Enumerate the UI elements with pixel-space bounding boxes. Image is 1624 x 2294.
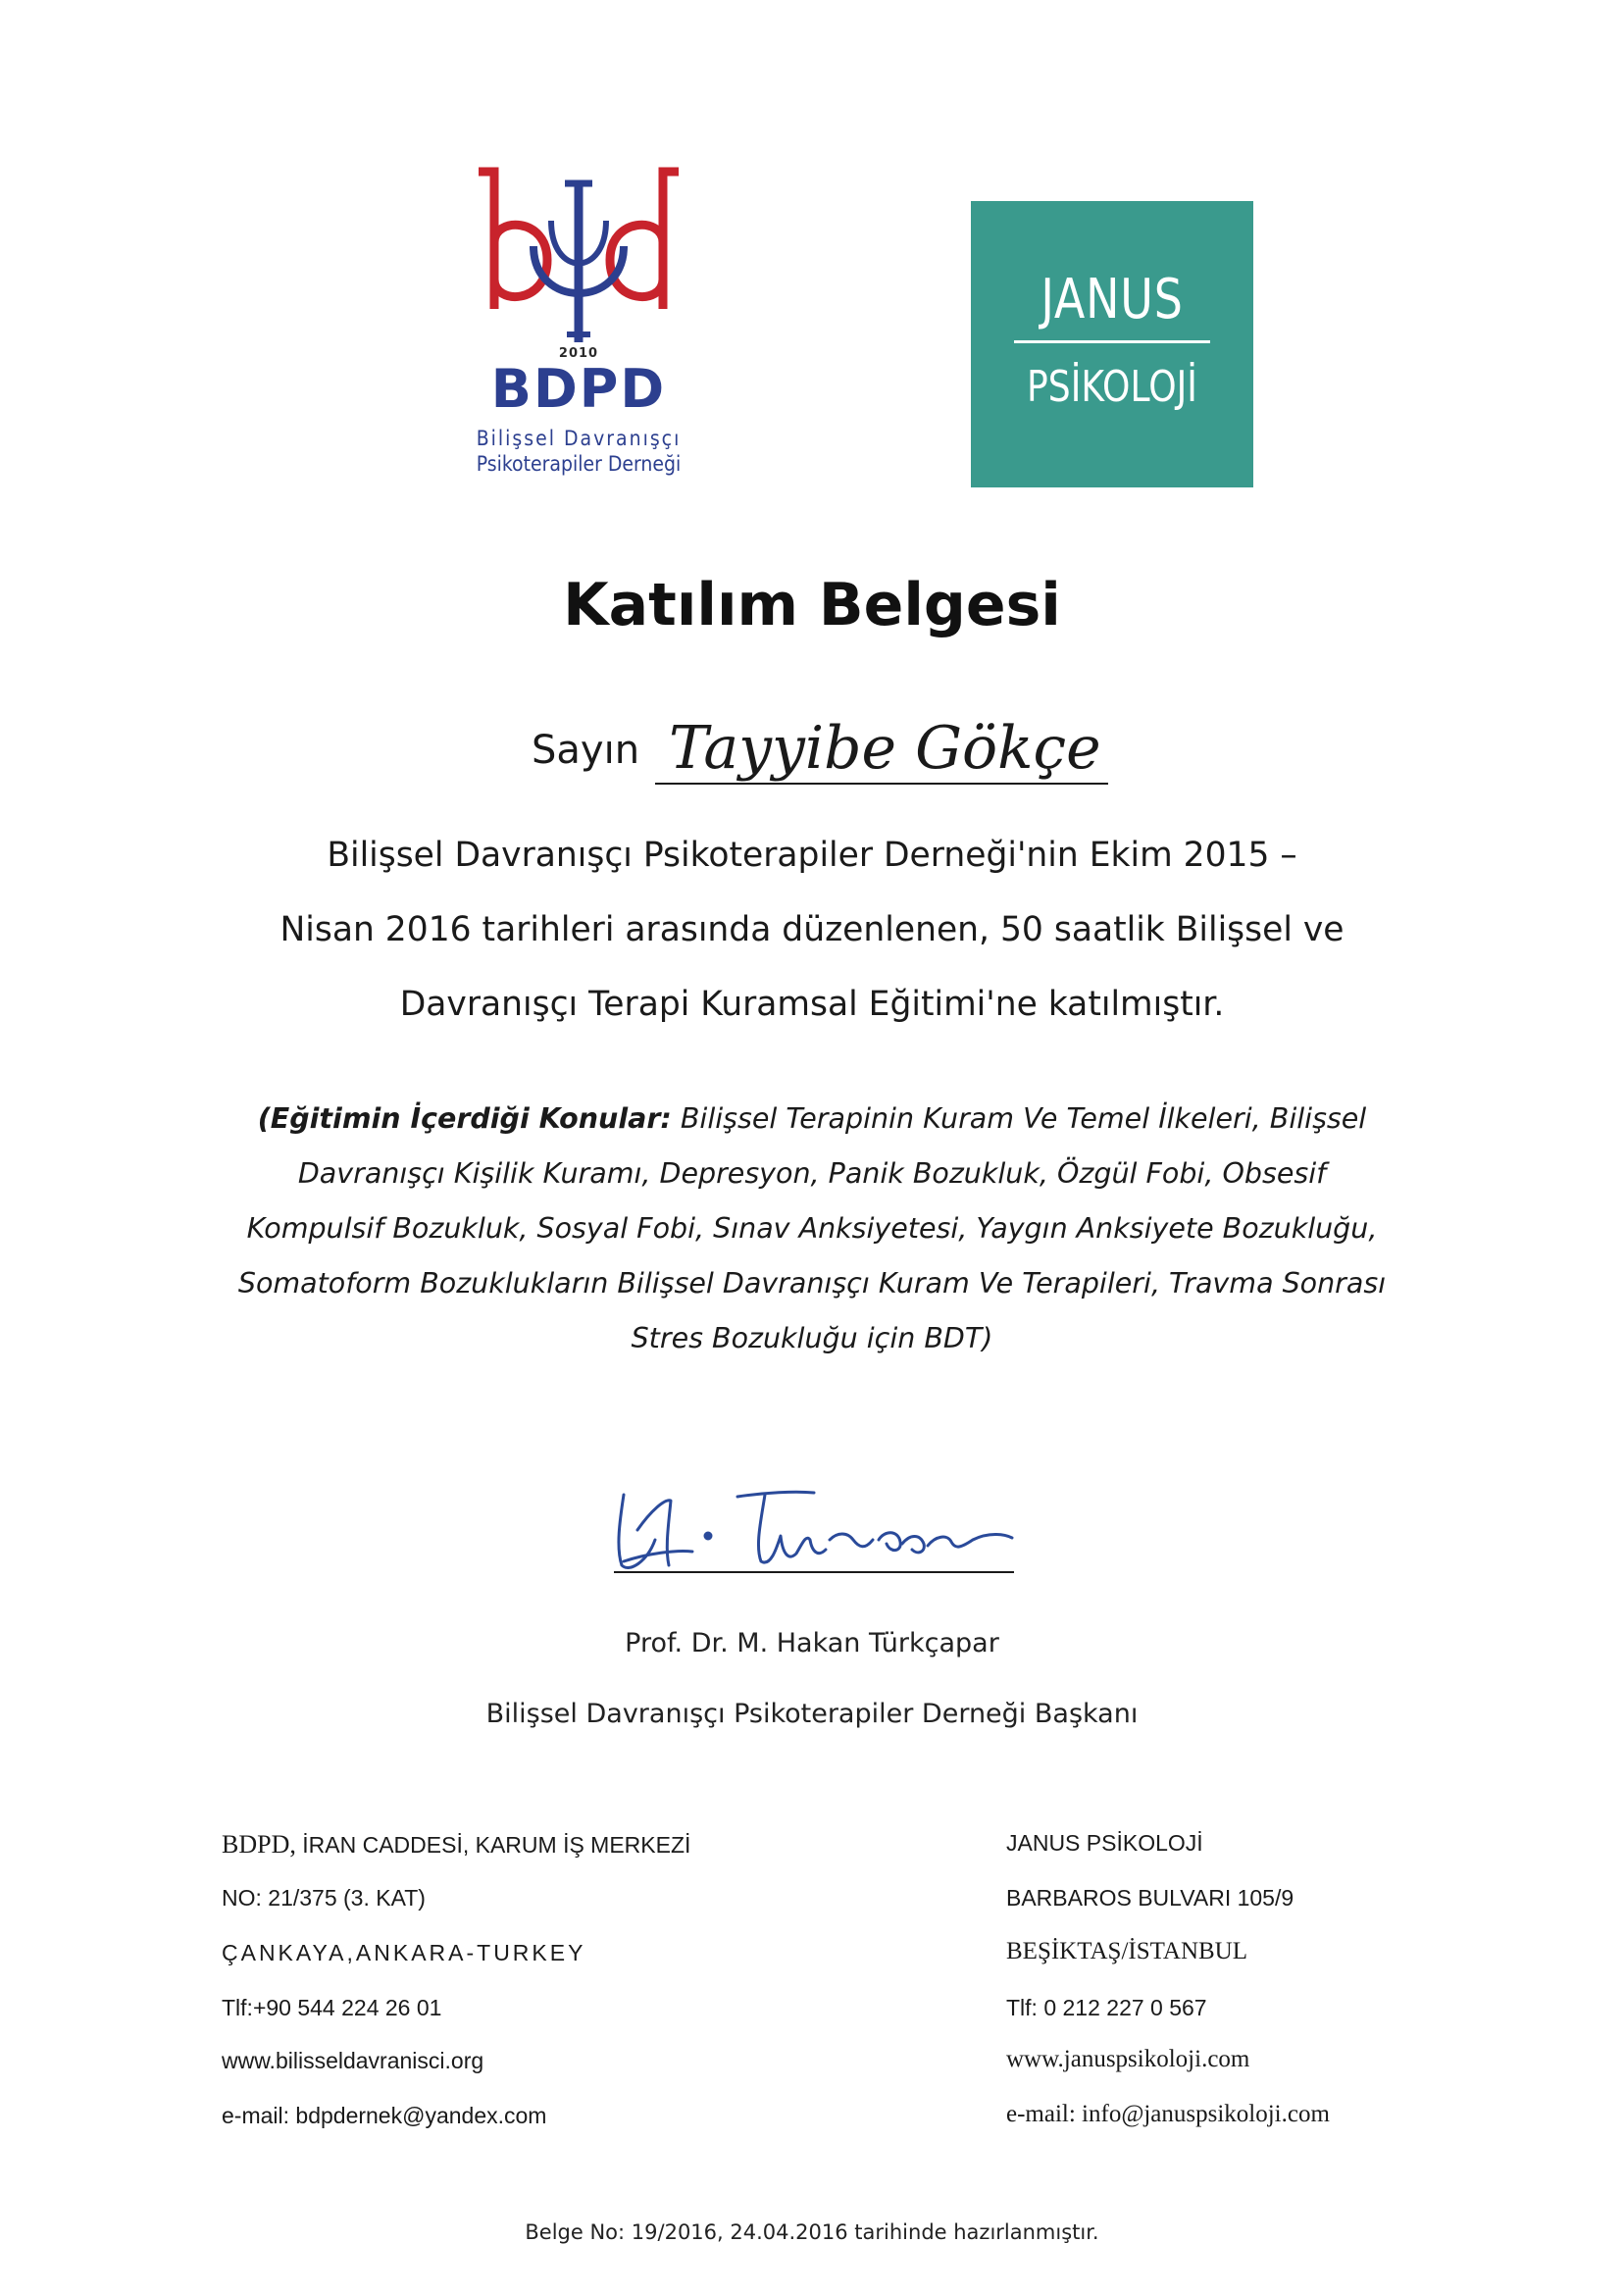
bdpd-website[interactable]: www.bilisseldavranisci.org: [222, 2048, 484, 2073]
bdpd-year: 2010: [558, 346, 599, 361]
topics-line-3: Kompulsif Bozukluk, Sosyal Fobi, Sınav Anksiyetesi, Yaygın Anksiyete Bozukluğu,: [246, 1212, 1378, 1245]
janus-email[interactable]: e-mail: info@januspsikoloji.com: [1006, 2101, 1330, 2127]
bdpd-address-line1: [222, 1830, 690, 1860]
bdpd-street: İRAN CADDESİ, KARUM İŞ MERKEZİ: [295, 1832, 691, 1858]
document-title: Katılım Belgesi: [563, 571, 1061, 639]
signer-title: Bilişsel Davranışçı Psikoterapiler Derneği Başkanı: [485, 1699, 1139, 1729]
salutation: Sayın: [532, 728, 640, 773]
handwritten-signature: [608, 1471, 1020, 1579]
bdpd-org-label: BDPD,: [222, 1830, 296, 1859]
recipient-underline: [655, 783, 1108, 785]
topics-line-5: Stres Bozukluğu için BDT): [631, 1322, 993, 1354]
janus-address-line3: BEŞİKTAŞ/İSTANBUL: [1006, 1938, 1248, 1964]
signature-line: [614, 1571, 1014, 1573]
topics-line-1: [0, 1102, 1624, 1135]
document-number: Belge No: 19/2016, 24.04.2016 tarihinde hazırlanmıştır.: [525, 2220, 1099, 2244]
topics-line-2: Davranışçı Kişilik Kuramı, Depresyon, Panik Bozukluk, Özgül Fobi, Obsesif: [297, 1157, 1327, 1190]
topics-label: (Eğitimin İçerdiği Konular:: [257, 1102, 672, 1135]
bdpd-abbreviation: BDPD: [490, 358, 667, 420]
bdpd-logo: [461, 162, 696, 495]
bdpd-email[interactable]: e-mail: bdpdernek@yandex.com: [222, 2103, 547, 2128]
janus-subtitle: PSİKOLOJİ: [1027, 362, 1197, 412]
janus-address-line1: JANUS PSİKOLOJİ: [1006, 1830, 1203, 1856]
body-line-1: Bilişsel Davranışçı Psikoterapiler Derneği'nin Ekim 2015 –: [327, 836, 1297, 875]
bdpd-address-line3: ÇANKAYA,ANKARA-TURKEY: [222, 1940, 586, 1965]
recipient-row: [520, 716, 1108, 785]
janus-address-line2: BARBAROS BULVARI 105/9: [1006, 1885, 1294, 1911]
body-line-2: Nisan 2016 tarihleri arasında düzenlenen, 50 saatlik Bilişsel ve: [279, 910, 1345, 949]
signer-name: Prof. Dr. M. Hakan Türkçapar: [625, 1628, 999, 1658]
recipient-name: Tayyibe Gökçe: [669, 714, 1101, 783]
janus-divider: [1014, 340, 1210, 343]
bdpd-psi-mark-icon: [461, 162, 696, 348]
topics-line-4: Somatoform Bozuklukların Bilişsel Davranışçı Kuram Ve Terapileri, Travma Sonrası: [237, 1267, 1387, 1300]
bdpd-address-line2: NO: 21/375 (3. KAT): [222, 1885, 426, 1911]
bdpd-phone: Tlf:+90 544 224 26 01: [222, 1995, 442, 2020]
janus-logo: [971, 201, 1253, 487]
body-line-3: Davranışçı Terapi Kuramsal Eğitimi'ne katılmıştır.: [399, 985, 1225, 1024]
janus-name: JANUS: [1040, 268, 1184, 331]
bdpd-name-line1: Bilişsel Davranışçı: [476, 427, 682, 450]
bdpd-name-line2: Psikoterapiler Derneği: [476, 452, 682, 476]
janus-phone: Tlf: 0 212 227 0 567: [1006, 1995, 1207, 2020]
janus-website[interactable]: www.januspsikoloji.com: [1006, 2046, 1250, 2072]
topics-line-1-text: Bilişsel Terapinin Kuram Ve Temel İlkeleri, Bilişsel: [671, 1102, 1367, 1135]
